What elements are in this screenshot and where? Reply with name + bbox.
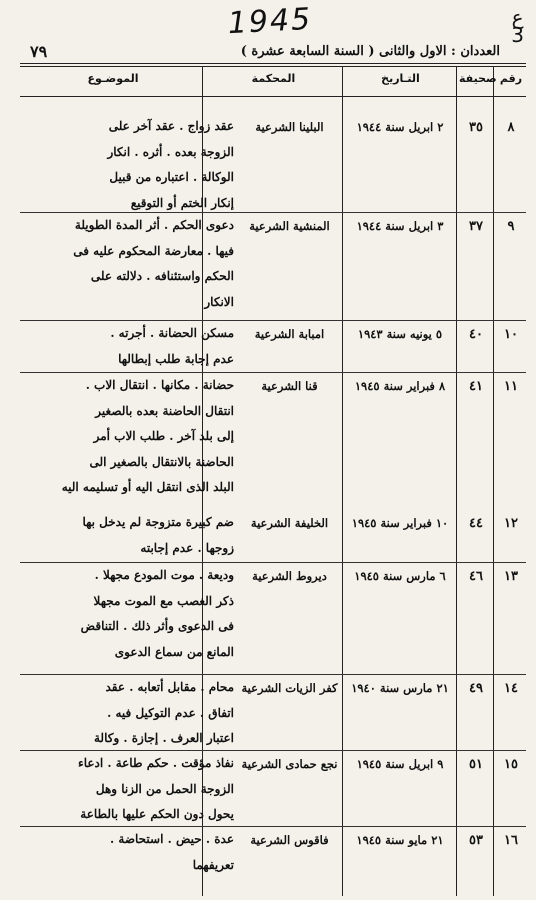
topic-line: حضانة . مكانها . انتقال الاب . [85,378,234,392]
table-row [20,750,526,827]
topic-line: محام . مقابل أتعابه . عقد [105,680,234,694]
row-court: قنا الشرعية [261,379,318,393]
header-rule-top [20,63,526,64]
topic-line: دعوى الحكم . أثر المدة الطويلة [74,218,234,232]
table-row [20,114,526,212]
topic-line: عقد زواج . عقد آخر على [108,119,234,133]
row-page: ٥٣ [469,833,483,848]
topic-line: الزوجة الحمل من الزنا وهل [95,781,234,796]
topic-line: البلد الذى انتقل اليه أو تسليمه اليه [61,480,234,494]
table-row [20,562,526,675]
row-topic [24,373,234,501]
topic-line: زوجها . عدم إجابته [140,540,234,555]
row-topic [24,510,234,561]
table-row [20,674,526,751]
row-num: ١٥ [504,757,518,772]
col-header-page: صحيفة [459,72,497,85]
row-page: ٤٠ [469,327,483,342]
row-date: ٦ مارس سنة ١٩٤٥ [354,569,446,583]
topic-line: المانع من سماع الدعوى [114,644,234,659]
row-date: ٨ فبراير سنة ١٩٤٥ [354,379,446,393]
row-date: ٢ ابريل سنة ١٩٤٤ [356,120,444,134]
handwritten-margin-note [511,5,524,47]
page-number: ٧٩ [30,41,48,61]
row-court: البلينا الشرعية [255,120,324,134]
topic-line: تعريفهما [192,857,234,872]
row-court: نجع حمادى الشرعية [241,757,338,771]
row-date: ٥ يونيه سنة ١٩٤٣ [357,327,443,341]
topic-line: مسكن الحضانة . أجرته . [110,326,234,340]
row-num: ٩ [507,219,515,234]
col-header-court: المحكمة [251,72,296,85]
row-num: ١٠ [504,327,518,342]
row-page: ٥١ [469,757,483,772]
handwritten-margin-bottom: 3 [511,23,524,47]
row-num: ١٦ [504,833,518,848]
row-topic [24,751,234,828]
topic-line: إلى بلد آخر . طلب الاب أمر [93,429,234,443]
row-date: ٩ ابريل سنة ١٩٤٥ [356,757,444,771]
topic-line: اتفاق . عدم التوكيل فيه . [107,705,234,720]
row-num: ٨ [507,120,515,135]
topic-line: إنكار الختم أو التوقيع [130,195,234,210]
topic-line: الحكم واستئنافه . دلالته على [90,269,234,283]
topic-line: الحاضنة بالانتقال بالصغير الى [89,454,234,469]
topic-line: عدة . حيض . استحاضة . [110,832,234,846]
table-row [20,212,526,321]
row-date: ٣ ابريل سنة ١٩٤٤ [356,219,444,233]
handwritten-year: 1945 [226,1,314,42]
col-header-date: التـاريخ [381,72,420,85]
topic-line: فى الدعوى وأثر ذلك . التناقض [80,619,234,633]
row-page: ٣٧ [469,219,483,234]
topic-line: الانكار [204,294,234,309]
row-date: ٢١ مارس سنة ١٩٤٠ [351,681,449,695]
row-topic [24,563,234,665]
topic-line: وديعة . موت المودع مجهلا . [94,568,234,582]
row-court: فاقوس الشرعية [250,833,329,847]
topic-line: ذكر الغصب مع الموت مجهلا [93,593,234,608]
row-num: ١٢ [504,516,518,531]
row-topic [24,321,234,372]
row-court: الخليفة الشرعية [250,516,329,530]
row-page: ٤١ [469,379,483,394]
row-court: كفر الزيات الشرعية [241,681,338,695]
row-page: ٤٦ [469,569,483,584]
topic-line: اعتبار العرف . إجازة . وكالة [93,731,234,745]
table-row [20,826,526,887]
row-court: امبابة الشرعية [254,327,325,341]
topic-line: الوكالة . اعتباره من قبيل [109,170,234,184]
row-topic [24,114,234,216]
table-row [20,510,526,562]
row-num: ١٤ [504,681,518,696]
cases-table [20,66,526,896]
col-header-topic: الموضـوع [87,72,139,85]
row-date: ٢١ مايو سنة ١٩٤٥ [356,833,444,847]
table-row [20,320,526,373]
row-topic [24,675,234,752]
row-num: ١١ [504,379,518,394]
topic-line: عدم إجابة طلب إبطالها [118,351,234,366]
row-topic [24,827,234,878]
row-page: ٤٤ [469,516,483,531]
topic-line: يحول دون الحكم عليها بالطاعة [80,807,234,821]
topic-line: فيها . معارضة المحكوم عليه فى [73,243,234,258]
issue-title: العددان : الاول والثانى ( السنة السابعة عشرة ) [240,43,500,59]
row-court: ديروط الشرعية [252,569,327,583]
row-date: ١٠ فبراير سنة ١٩٤٥ [351,516,449,530]
col-header-num: رقم [499,72,523,85]
topic-line: الزوجة بعده . أثره . انكار [107,144,234,159]
table-row [20,372,526,511]
topic-line: نفاذ مؤقت . حكم طاعة . ادعاء [78,756,234,770]
handwritten-margin-top: ع [511,5,524,29]
row-num: ١٣ [504,569,518,584]
row-page: ٤٩ [469,681,483,696]
topic-line: ضم كبيرة متزوجة لم يدخل بها [82,515,234,529]
row-topic [24,213,234,315]
page-header [30,40,500,62]
topic-line: انتقال الحاضنة بعده بالصغير [95,403,234,418]
row-court: المنشية الشرعية [249,219,330,233]
row-page: ٣٥ [469,120,483,135]
